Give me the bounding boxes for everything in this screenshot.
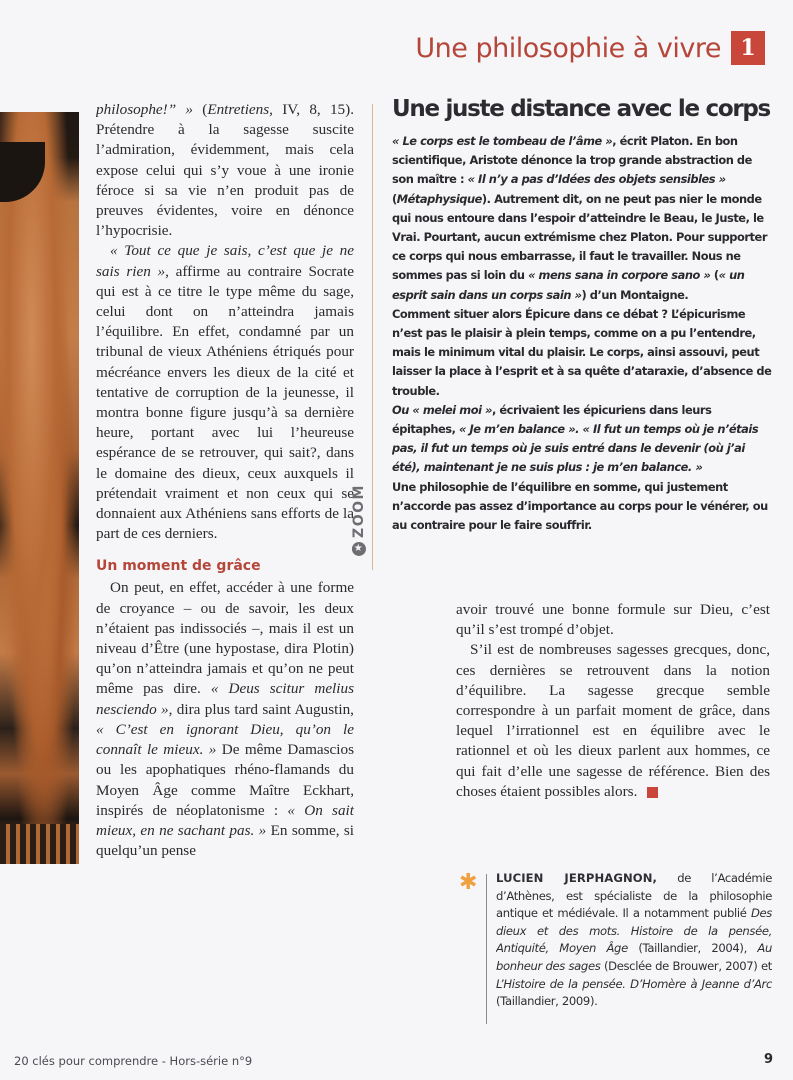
author-bio-text <box>496 871 772 1008</box>
zoom-box <box>392 96 772 576</box>
zoom-paragraph <box>392 478 772 536</box>
text-run: , écrit Platon. En bon scientifique, Aristote dénonce la trop grande abstraction de son maître : <box>392 134 752 187</box>
italic-run: philosophe!” » <box>96 101 193 118</box>
zoom-paragraph <box>392 305 772 401</box>
end-of-article-mark <box>647 787 658 798</box>
zoom-divider <box>372 104 373 570</box>
text-run: (Taillandier, 2004), <box>627 941 758 956</box>
text-run: (Desclée de Brouwer, 2007) et <box>600 958 772 973</box>
italic-run: Des dieux et des mots. Histoire de la pensée, Antiquité, Moyen Âge <box>496 906 772 956</box>
italic-run: « Il n’y a pas d’Idées des objets sensibles » <box>467 172 726 187</box>
text-run: IV, 8, 15). Prétendre à la sagesse suscite l’admiration, évidemment, mais cela expose celui qui s’y voue à une ironie féroce si sa vie n’en produit pas de preuves évidentes, voire en dénonce l’hypocrisie. <box>96 101 354 240</box>
right-paragraph-1: avoir trouvé une bonne formule sur Dieu, c’est qu’il s’est trompé d’objet. <box>456 601 770 639</box>
vase-painting-image <box>0 112 79 864</box>
italic-run: « un esprit sain dans un corps sain » <box>392 268 745 302</box>
text-run: ) d’un Montaigne. <box>581 287 689 302</box>
italic-run: « Je m’en balance ». « Il fut un temps où je n’étais pas, il fut un temps où je suis entré dans le devenir (où j’ai été), maintenant je ne suis plus : je m’en balance. » <box>392 422 759 475</box>
italic-run: Métaphysique <box>396 191 482 206</box>
zoom-label <box>350 470 368 570</box>
text-run: En somme, si quelqu’un pense <box>96 821 354 860</box>
star-circle-icon: ★ <box>353 542 365 554</box>
italic-run: Ou « melei moi » <box>392 402 492 417</box>
text-run: (Taillandier, 2009). <box>496 994 598 1009</box>
right-column <box>456 600 770 850</box>
italic-run: Entretiens, <box>207 101 273 118</box>
text-run: On peut, en effet, accéder à une forme de croyance – ou de savoir, les deux n’étaient pas indissociés –, mais il est un niveau d’Être (une hypostase, dira Plotin) qu’on n’atteindra jamais et qu’on ne peut même pas dire. <box>96 579 354 698</box>
text-run: , dira plus tard saint Augustin, <box>168 700 354 718</box>
page-number: 9 <box>764 1052 774 1067</box>
italic-run: « mens sana in corpore sano » <box>528 268 711 283</box>
text-run: ( <box>710 268 719 283</box>
zoom-paragraph <box>392 132 772 305</box>
text-run: De même Damascios ou les apophatiques rhéno-flamands du Moyen Âge comme Maître Eckhart, inspirés de néoplatonisme : <box>96 741 354 819</box>
author-name: LUCIEN JERPHAGNON, <box>496 871 658 885</box>
right-paragraph-2-text: S’il est de nombreuses sagesses grecques, donc, ces dernières se retrouvent dans la notion d’équilibre. La sagesse grecque semble correspondre à un parfait moment de grâce, dans lequel l’irrationnel est en équilibre avec le rationnel et où les dieux parlent aux hommes, ce qui fait d’elle une sagesse de référence. Bien des choses étaient possibles alors. <box>456 641 770 800</box>
section-title: Une philosophie à vivre <box>415 32 721 64</box>
zoom-title: Une juste distance avec le corps <box>392 96 770 122</box>
text-run: , affirme au contraire Socrate qui est à ce titre le type même du sage, celui dont on n’atteindra jamais l’équilibre. En effet, condamné par un tribunal de vieux Athéniens étriqués pour mécréance envers les dieux de la cité et tentative de corruption de la jeunesse, il montra bonne figure jusqu’à sa dernière heure, portant avec lui l’heureuse espérance de se retrouver, qui sait?, dans le domaine des dieux, ceux auxquels il prétendait vraiment et non ceux qui se donnaient aux Athéniens sans efforts de la part de ces derniers. <box>96 262 354 543</box>
text-run: ( <box>193 101 208 118</box>
italic-run: « Le corps est le tombeau de l’âme » <box>392 134 613 148</box>
left-column <box>96 100 354 1030</box>
text-run: de l’Académie d’Athènes, est spécialiste de la philosophie antique et médiévale. Il a notamment publié <box>496 871 772 921</box>
zoom-paragraph <box>392 401 772 478</box>
text-run: Une philosophie de l’équilibre en somme, qui justement n’accorde pas assez d’importance au corps pour le vénérer, ou au contraire pour le faire souffrir. <box>392 479 768 533</box>
text-run: , écrivaient les épicuriens dans leurs épitaphes, <box>392 402 712 437</box>
zoom-body <box>392 132 772 535</box>
publication-footer: 20 clés pour comprendre - Hors-série n°9 <box>14 1054 253 1068</box>
left-paragraph-1 <box>96 100 354 241</box>
author-bio <box>496 870 772 1038</box>
text-run: ). Autrement dit, on ne peut pas nier le monde qui nous entoure dans l’espoir d’atteindre le Beau, le Juste, le Vrai. Pourtant, aucun extrémisme chez Platon. Pour supporter ce corps qui nous embarrasse, il faut le travailler. Nous ne sommes pas si loin du <box>392 191 767 283</box>
left-paragraph-2 <box>96 241 354 544</box>
section-header <box>415 28 765 68</box>
italic-run: Au bonheur des sages <box>496 941 772 973</box>
text-run: Comment situer alors Épicure dans ce débat ? L’épicurisme n’est pas le plaisir à plein temps, comme on a pu l’entendre, mais le minimum vital du plaisir. Le corps, ainsi assouvi, peut laisser la place à l’esprit et à sa quête d’ataraxie, d’absence de trouble. <box>392 306 772 398</box>
italic-run: « On sait mieux, en ne sachant pas. » <box>96 801 354 839</box>
italic-run: « C’est en ignorant Dieu, qu’on le connaît le mieux. » <box>96 720 354 759</box>
author-divider <box>486 874 487 1024</box>
subheading: Un moment de grâce <box>96 558 261 575</box>
italic-run: L’Histoire de la pensée. D’Homère à Jeanne d’Arc <box>496 976 772 991</box>
left-paragraph-3 <box>96 578 354 861</box>
section-number-badge: 1 <box>731 31 765 65</box>
italic-run: « Tout ce que je sais, c’est que je ne sais rien » <box>96 242 354 280</box>
right-paragraph-2 <box>456 640 770 802</box>
italic-run: « Deus scitur melius nesciendo » <box>96 680 354 718</box>
zoom-label-text: ZOOM <box>351 484 368 538</box>
asterisk-icon: ✱ <box>459 870 478 895</box>
text-run: ( <box>392 191 397 206</box>
